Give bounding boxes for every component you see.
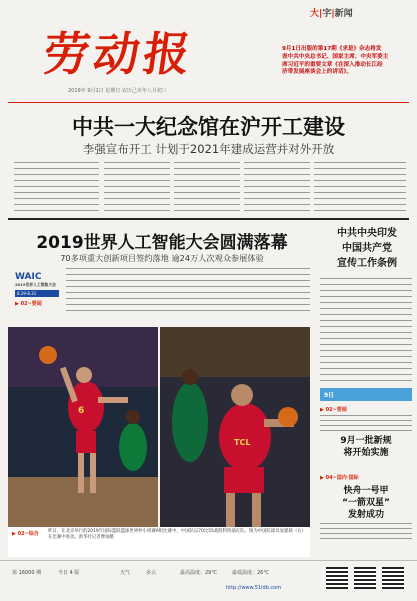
brief-item[interactable] bbox=[320, 474, 412, 539]
page-count: 今日 4 版 bbox=[58, 570, 80, 576]
waic-subtitle: 2019世界人工智能大会 bbox=[15, 282, 56, 287]
weather-label: 天气 bbox=[120, 570, 131, 576]
masthead-teaser[interactable] bbox=[282, 46, 410, 77]
brief-body bbox=[320, 523, 412, 539]
feature-headline[interactable]: 2019世界人工智能大会圆满落幕 bbox=[36, 233, 288, 253]
brand-char-c: 新闻 bbox=[334, 9, 353, 19]
photo-caption-text: 昨日，在北京举行的2019年国际篮联篮球世界杯小组赛A组比赛中，中国队以70比55战胜科特迪瓦队。图为中国队球员易建联（右）在比赛中进攻。新华社记者曹灿摄 bbox=[48, 529, 304, 541]
photo-right-image bbox=[160, 327, 310, 527]
website-link[interactable]: http://www.51ldb.com bbox=[226, 585, 282, 591]
brief-title-line: 发射成功 bbox=[347, 510, 384, 520]
teaser-line: 席习近平的重要文章《在深入推动长江经 bbox=[282, 61, 383, 68]
briefs-panel bbox=[320, 388, 412, 401]
high-temp: 最高温度：29℃ bbox=[180, 570, 217, 576]
right-headline-line: 宣传工作条例 bbox=[337, 258, 397, 269]
svg-text:6: 6 bbox=[78, 406, 85, 416]
brief-title bbox=[320, 435, 412, 459]
page-footer bbox=[0, 560, 417, 601]
right-article-body bbox=[320, 278, 412, 386]
brief-body bbox=[320, 415, 412, 435]
brief-title-line: “一箭双星” bbox=[342, 498, 390, 508]
right-headline[interactable] bbox=[322, 226, 412, 271]
brief-jump[interactable]: ▶ 04~国内·国际 bbox=[320, 475, 359, 481]
photo-caption bbox=[8, 527, 310, 557]
brand-tag: 大|字|新闻 bbox=[310, 9, 353, 19]
article-body-col bbox=[14, 162, 99, 214]
brief-title-line: 9月一批新规 bbox=[340, 436, 392, 446]
teaser-line: 9月1日出版的第17期《求是》杂志将发 bbox=[282, 46, 382, 52]
article-body-col bbox=[104, 162, 170, 214]
right-headline-line: 中国共产党 bbox=[342, 243, 392, 254]
feature-body bbox=[66, 268, 310, 320]
qr-code bbox=[326, 567, 348, 589]
section-divider bbox=[8, 218, 409, 220]
basketball-photo-right bbox=[160, 327, 310, 527]
brief-title bbox=[320, 485, 412, 521]
low-temp: 最低温度：26℃ bbox=[232, 570, 269, 576]
feature-subhead: 70多项重大创新项目签约落地 逾24万人次观众参展体验 bbox=[60, 253, 264, 263]
brief-title-line: 快舟一号甲 bbox=[343, 486, 389, 496]
svg-text:TCL: TCL bbox=[234, 438, 251, 447]
waic-title: WAIC bbox=[15, 272, 42, 282]
waic-logo bbox=[15, 272, 59, 320]
top-headline[interactable]: 中共一大纪念馆在沪开工建设 bbox=[72, 115, 345, 139]
article-body-col bbox=[314, 162, 406, 214]
photo-jump[interactable]: ▶ 02~综合 bbox=[12, 531, 39, 537]
masthead bbox=[0, 0, 417, 102]
teaser-line: 表中共中央总书记、国家主席、中央军委主 bbox=[282, 53, 389, 60]
qr-code bbox=[382, 567, 404, 589]
day-badge: 9日 bbox=[320, 388, 412, 401]
brief-jump[interactable]: ▶ 02~要闻 bbox=[320, 407, 347, 413]
brief-item[interactable] bbox=[320, 406, 412, 459]
brand-char-a: 大 bbox=[310, 9, 320, 19]
waic-jump[interactable]: ▶ 02~要闻 bbox=[15, 301, 42, 307]
weather-condition: 多云 bbox=[146, 570, 157, 576]
waic-date: 8.29-8.31 bbox=[15, 290, 59, 297]
brand-char-b: 字 bbox=[322, 9, 332, 19]
photo-left-image bbox=[8, 327, 158, 527]
teaser-line: 济带发展座谈会上的讲话》。 bbox=[282, 69, 352, 76]
newspaper-logo: 劳动报 bbox=[39, 27, 198, 81]
qr-code bbox=[354, 567, 376, 589]
top-subhead: 李强宣布开工 计划于2021年建成运营并对外开放 bbox=[82, 142, 335, 156]
issue-date: 2019年 9月1日 星期日 农历己亥年八月初三 bbox=[68, 88, 167, 94]
article-body-col bbox=[174, 162, 240, 214]
masthead-divider bbox=[8, 102, 409, 103]
right-headline-line: 中共中央印发 bbox=[337, 228, 397, 239]
issue-number: 第 16000 期 bbox=[12, 570, 42, 576]
basketball-photo-left bbox=[8, 327, 158, 527]
article-body-col bbox=[244, 162, 310, 214]
brief-title-line: 将开始实施 bbox=[343, 448, 389, 458]
